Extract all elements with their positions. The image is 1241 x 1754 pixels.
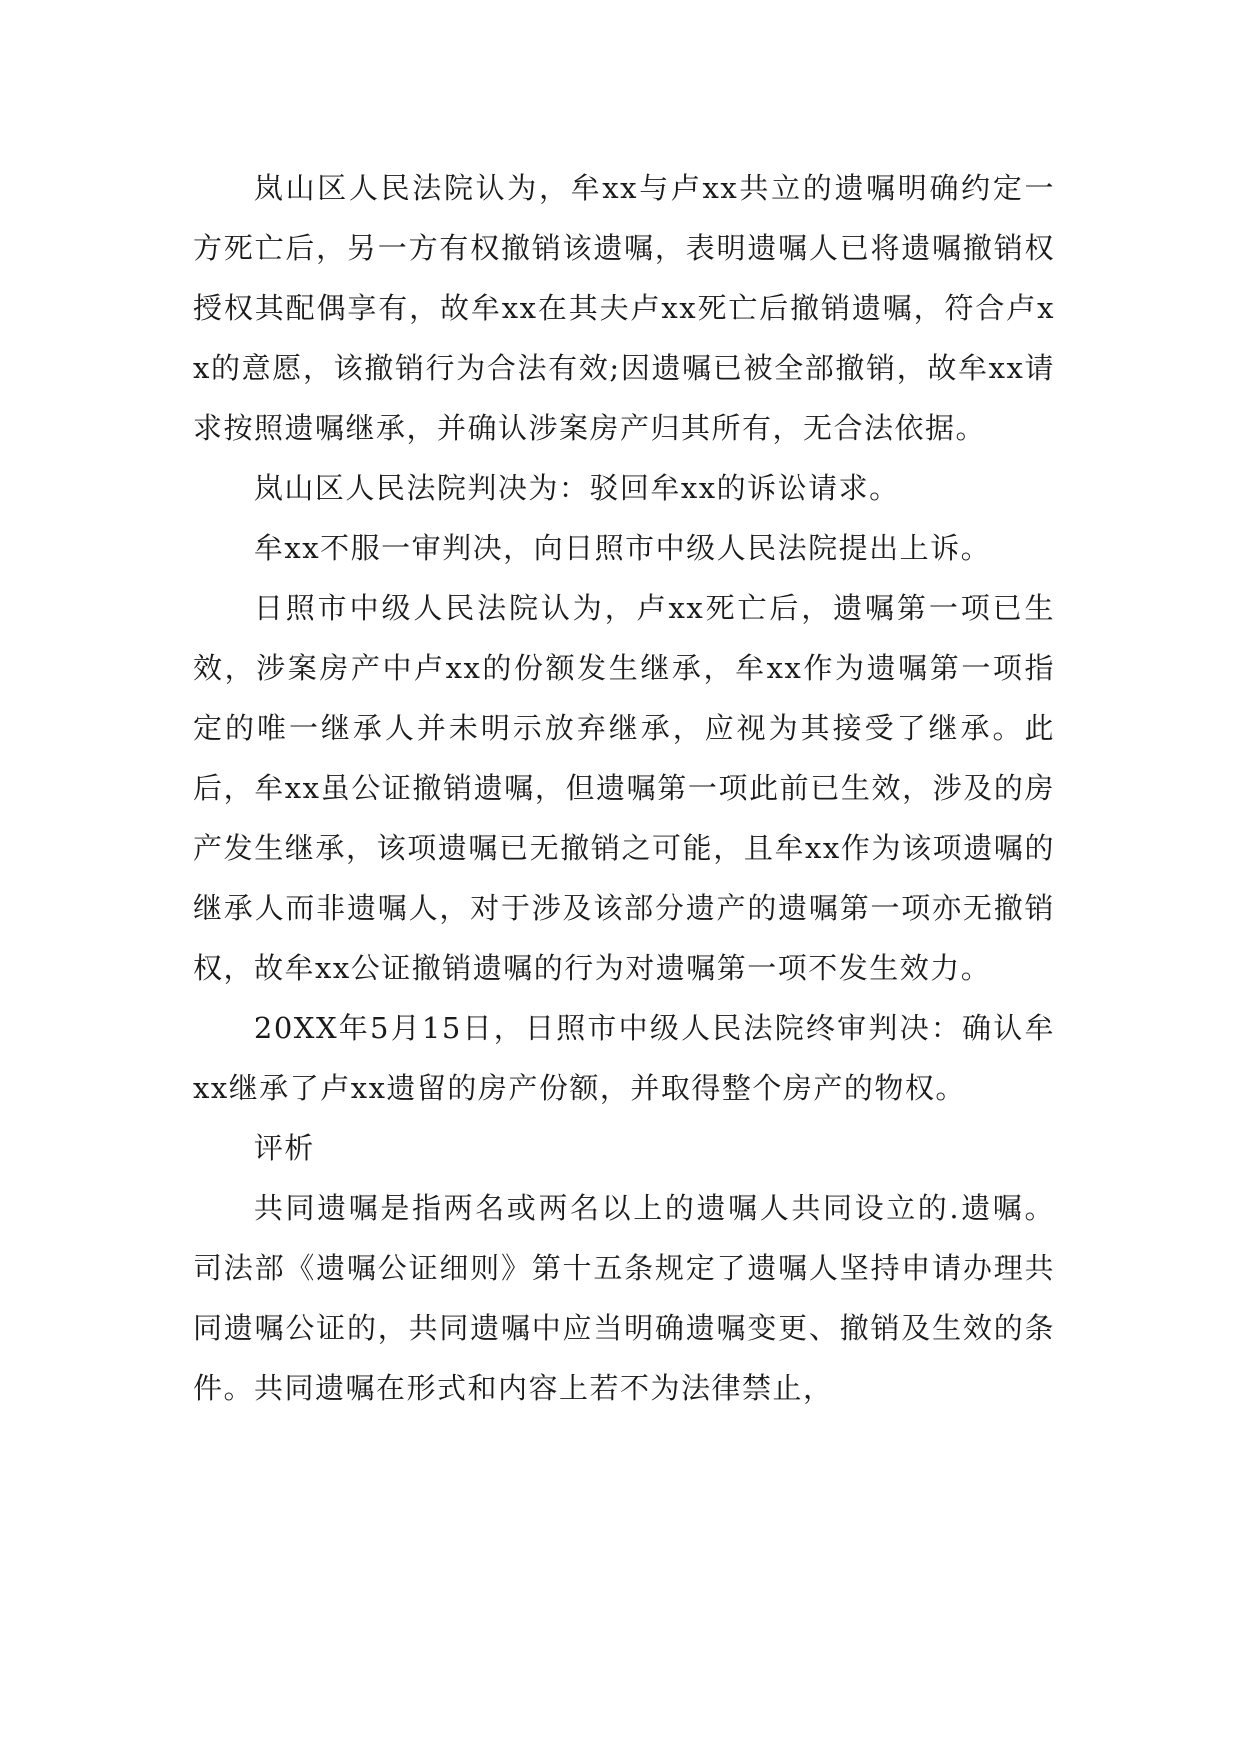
paragraph-rizhao-court-opinion: 日照市中级人民法院认为，卢xx死亡后，遗嘱第一项已生效，涉案房产中卢xx的份额发生继承，牟xx作为遗嘱第一项指定的唯一继承人并未明示放弃继承，应视为其接受了继承。此后，牟xx虽公证撤销遗嘱，但遗嘱第一项此前已生效，涉及的房产发生继承，该项遗嘱已无撤销之可能，且牟xx作为该项遗嘱的继承人而非遗嘱人，对于涉及该部分遗产的遗嘱第一项亦无撤销权，故牟xx公证撤销遗嘱的行为对遗嘱第一项不发生效力。 — [193, 591, 1055, 985]
paragraph-lanshan-court-opinion: 岚山区人民法院认为，牟xx与卢xx共立的遗嘱明确约定一方死亡后，另一方有权撤销该遗嘱，表明遗嘱人已将遗嘱撤销权授权其配偶享有，故牟xx在其夫卢xx死亡后撤销遗嘱，符合卢xx的意愿，该撤销行为合法有效;因遗嘱已被全部撤销，故牟xx请求按照遗嘱继承，并确认涉案房产归其所有，无合法依据。 — [193, 171, 1055, 445]
document-body — [193, 158, 1055, 1418]
paragraph-lanshan-court-judgment: 岚山区人民法院判决为：驳回牟xx的诉讼请求。 — [253, 471, 900, 505]
paragraph-appeal: 牟xx不服一审判决，向日照市中级人民法院提出上诉。 — [253, 531, 992, 565]
paragraph-final-judgment: 20XX年5月15日，日照市中级人民法院终审判决：确认牟xx继承了卢xx遗留的房产份额，并取得整个房产的物权。 — [193, 1011, 1055, 1105]
paragraph-joint-will-analysis: 共同遗嘱是指两名或两名以上的遗嘱人共同设立的.遗嘱。司法部《遗嘱公证细则》第十五条规定了遗嘱人坚持申请办理共同遗嘱公证的，共同遗嘱中应当明确遗嘱变更、撤销及生效的条件。共同遗嘱在形式和内容上若不为法律禁止， — [193, 1191, 1055, 1405]
section-heading-analysis: 评析 — [253, 1131, 315, 1165]
